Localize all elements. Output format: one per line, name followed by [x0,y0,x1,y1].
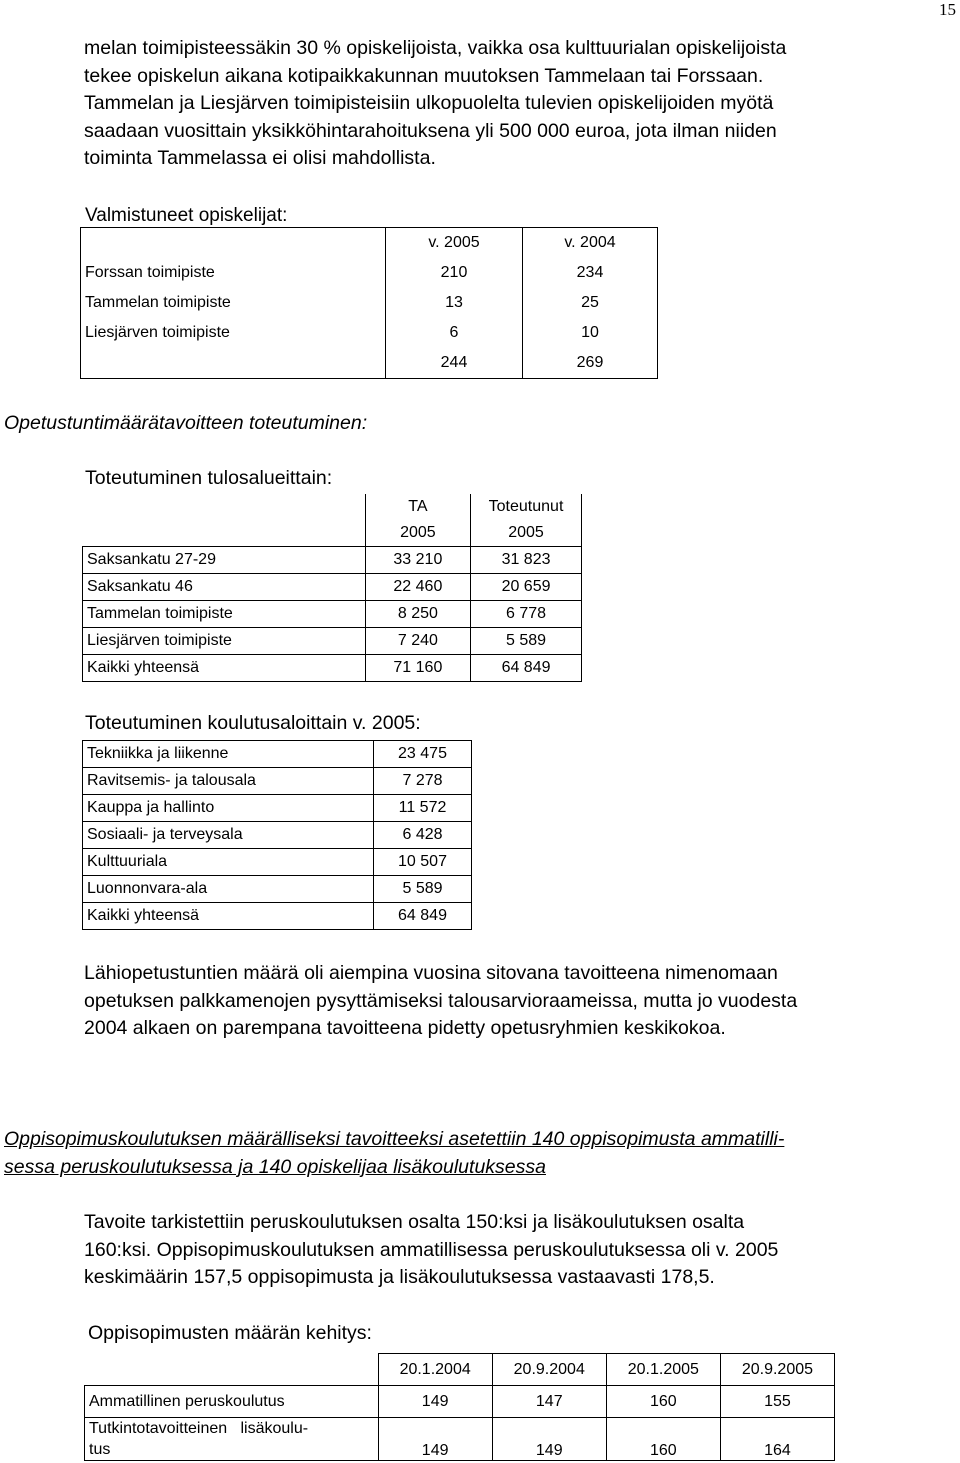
cell-value: 149 [492,1418,606,1461]
table-header-row [83,520,582,547]
apprentice-heading: Oppisopimusten määrän kehitys: [88,1322,372,1344]
cell-value: 71 160 [365,655,470,682]
table-header-row [83,494,582,520]
table-cell [83,520,366,547]
col-header: 2005 [471,520,582,547]
text-line: saadaan vuosittain yksikköhintarahoituksena yli 500 000 euroa, jota ilman niiden [84,119,777,142]
title-line: sessa peruskoulutuksessa ja 140 opiskelijaa lisäkoulutuksessa [4,1155,546,1178]
table-header-row [85,1354,835,1386]
cell-value: 149 [378,1418,492,1461]
section-title: Opetustuntimäärätavoitteen toteutuminen: [4,412,368,434]
cell-value: 6 [386,318,523,348]
row-label: Liesjärven toimipiste [81,318,386,348]
cell-value: 149 [378,1386,492,1418]
cell-value: 10 507 [374,849,472,876]
row-label: Tekniikka ja liikenne [83,741,374,768]
table-row [83,574,582,601]
cell-value: 64 849 [471,655,582,682]
table-row [83,795,472,822]
cell-value: 33 210 [365,547,470,574]
row-label: Luonnonvara-ala [83,876,374,903]
table-row [83,822,472,849]
table-cell [83,494,366,520]
cell-value: 11 572 [374,795,472,822]
cell-value: 244 [386,348,523,379]
row-label: Kaikki yhteensä [83,903,374,930]
paragraph [84,1209,954,1292]
text-line: Tammelan ja Liesjärven toimipisteisiin ulkopuolelta tulevien opiskelijoiden myötä [84,92,774,114]
cell-value: 269 [523,348,658,379]
table-header-row [81,228,658,259]
cell-value: 234 [523,258,658,288]
row-label: Ammatillinen peruskoulutus [85,1386,379,1418]
table-row [83,849,472,876]
cell-value: 5 589 [471,628,582,655]
row-label [81,348,386,379]
cell-value: 5 589 [374,876,472,903]
text-line: keskimäärin 157,5 oppisopimusta ja lisäkoulutuksessa vastaavasti 178,5. [84,1266,715,1288]
table-row [83,628,582,655]
table-row [83,547,582,574]
row-label: Forssan toimipiste [81,258,386,288]
table-row [83,601,582,628]
table-row [81,288,658,318]
cell-value: 22 460 [365,574,470,601]
cell-value: 64 849 [374,903,472,930]
page-number: 15 [939,0,956,19]
table-total-row [83,903,472,930]
table-cell [85,1354,379,1386]
cell-value: 160 [606,1386,720,1418]
text-line: opetuksen palkkamenojen pysyttämiseksi talousarvioraameissa, mutta jo vuodesta [84,989,798,1012]
table-cell [81,228,386,259]
table-row [81,318,658,348]
apprentice-table [84,1353,835,1461]
area-heading: Toteutuminen tulosalueittain: [85,467,333,489]
col-header: Toteutunut [471,494,582,520]
table-row [85,1386,835,1418]
field-table [82,740,472,930]
cell-value: 8 250 [365,601,470,628]
label-line: Tutkintotavoitteinen lisäkoulu- [89,1420,309,1437]
cell-value: 23 475 [374,741,472,768]
table-total-row [83,655,582,682]
row-label: Sosiaali- ja terveysala [83,822,374,849]
row-label [85,1418,379,1461]
col-header: v. 2004 [523,228,658,259]
section-title [4,1126,954,1181]
col-header: 20.9.2004 [492,1354,606,1386]
text-line: 160:ksi. Oppisopimuskoulutuksen ammatillisessa peruskoulutuksessa oli v. 2005 [84,1238,779,1261]
col-header: 20.1.2005 [606,1354,720,1386]
field-heading: Toteutuminen koulutusaloittain v. 2005: [85,712,421,734]
cell-value: 155 [720,1386,834,1418]
cell-value: 6 778 [471,601,582,628]
row-label: Liesjärven toimipiste [83,628,366,655]
table-row [81,258,658,288]
intro-paragraph [84,35,954,173]
text-line: toiminta Tammelassa ei olisi mahdollista. [84,147,436,169]
text-line: tekee opiskelun aikana kotipaikkakunnan muutoksen Tammelaan tai Forssaan. [84,64,764,87]
cell-value: 7 278 [374,768,472,795]
cell-value: 20 659 [471,574,582,601]
row-label: Ravitsemis- ja talousala [83,768,374,795]
table-row [83,876,472,903]
cell-value: 210 [386,258,523,288]
title-line: Oppisopimuskoulutuksen määrälliseksi tavoitteeksi asetettiin 140 oppisopimusta ammatilli- [4,1128,785,1150]
text-line: melan toimipisteessäkin 30 % opiskelijoista, vaikka osa kulttuurialan opiskelijoista [84,37,787,59]
area-table [82,494,582,682]
row-label: Kulttuuriala [83,849,374,876]
col-header: 20.1.2004 [378,1354,492,1386]
col-header: 2005 [365,520,470,547]
row-label: Saksankatu 46 [83,574,366,601]
table-row [85,1418,835,1461]
text-line: Tavoite tarkistettiin peruskoulutuksen osalta 150:ksi ja lisäkoulutuksen osalta [84,1211,745,1233]
cell-value: 31 823 [471,547,582,574]
cell-value: 6 428 [374,822,472,849]
label-line: tus [89,1441,111,1458]
cell-value: 7 240 [365,628,470,655]
col-header: 20.9.2005 [720,1354,834,1386]
row-label: Kauppa ja hallinto [83,795,374,822]
graduates-table [80,227,658,379]
cell-value: 160 [606,1418,720,1461]
text-line: 2004 alkaen on parempana tavoitteena pidetty opetusryhmien keskikokoa. [84,1017,726,1039]
col-header: TA [365,494,470,520]
row-label: Tammelan toimipiste [83,601,366,628]
cell-value: 25 [523,288,658,318]
cell-value: 13 [386,288,523,318]
graduates-heading: Valmistuneet opiskelijat: [85,205,288,226]
table-row [83,741,472,768]
row-label: Kaikki yhteensä [83,655,366,682]
cell-value: 10 [523,318,658,348]
table-total-row [81,348,658,379]
table-row [83,768,472,795]
paragraph [84,960,954,1043]
cell-value: 147 [492,1386,606,1418]
cell-value: 164 [720,1418,834,1461]
row-label: Tammelan toimipiste [81,288,386,318]
col-header: v. 2005 [386,228,523,259]
text-line: Lähiopetustuntien määrä oli aiempina vuosina sitovana tavoitteena nimenomaan [84,962,778,984]
row-label: Saksankatu 27-29 [83,547,366,574]
